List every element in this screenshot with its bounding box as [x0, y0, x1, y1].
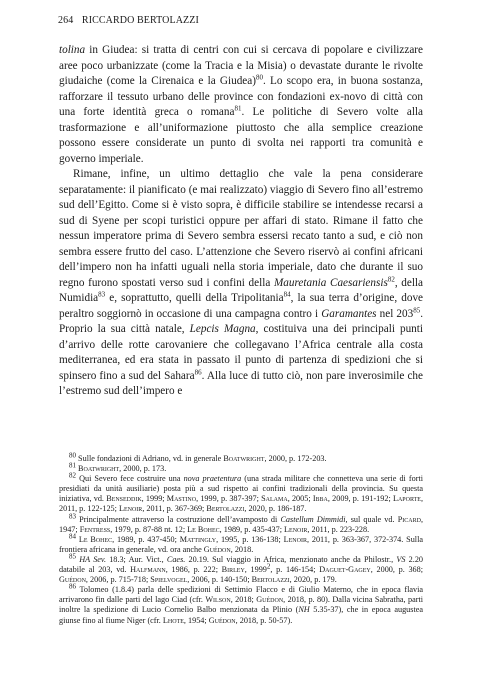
- text-run: Principalmente attraverso la costruzione dell’avamposto di: [76, 514, 281, 524]
- text-run: 2.20 databile al 203, vd.: [59, 554, 424, 575]
- paragraph: [59, 167, 423, 400]
- author-citation: Guédon: [203, 544, 231, 554]
- text-run: , 1999: [244, 565, 267, 575]
- footnote: [59, 552, 424, 585]
- footnote-ref: 86: [194, 367, 202, 376]
- text-run: , 1947;: [59, 514, 423, 534]
- text-run: Tolomeo (1.8.4) parla delle spedizioni di Settimio Flacco e di Giulio Materno, che in epoca flavia arrivarono fin dalle parti del lago Ciad (cfr.: [59, 585, 423, 605]
- author-citation: Ibba: [312, 494, 328, 504]
- author-citation: Bertolazzi: [206, 504, 245, 514]
- author-citation: Le Bohec: [187, 524, 220, 534]
- footnote: [59, 532, 423, 555]
- text-run: , 2005;: [287, 494, 313, 504]
- text-run: , 2018;: [230, 595, 257, 605]
- text-run: , costituiva una dei principali punti d’arrivo delle rotte carovaniere che collegavano l’Africa centrale alla costa mediterranea, ed era stata in passato il punto di partenza di spedizioni che si spinsero fino a sud del Sahara: [59, 323, 423, 382]
- text-run: , 2018, p. 50-57).: [235, 615, 293, 625]
- text-run: , 1999;: [141, 494, 167, 504]
- author-citation: Bertolazzi: [251, 575, 290, 585]
- footnote-ref: 82: [69, 471, 76, 480]
- footnote-ref: 82: [387, 274, 395, 283]
- text-run: , 2009, p. 191-192;: [327, 494, 393, 504]
- italic-text: Garamantes: [321, 307, 377, 320]
- text-run: in Giudea: si tratta di centri con cui si cercava di popolare e civilizzare aree poco urbanizzate (come la Tracia e la Misia) o devastate durante le rivolte giudaiche (come la Cirenaica e la Giudea): [59, 44, 423, 87]
- italic-text: NH: [298, 605, 310, 615]
- footnote-ref: 81: [69, 461, 76, 470]
- text-run: , 2011, p. 122-125;: [59, 494, 423, 514]
- text-run: Rimane, infine, un ultimo dettaglio che vale la pena considerare separatamente: il pianificato (e mai realizzato) viaggio di Severo fino all’estremo sud dell’Egitto. Come si è visto sopra, è difficile stabilire se intendesse recarsi a sud di Syene per scopi turistici oppure per affari di stato. Rimane il fatto che nessun imperatore prima di Severo sembra essersi recato tanto a sud, e ciò non sembra essere frutto del caso. L’attenzione che Severo riservò ai confini africani dell’impero non ha infatti uguali nella storia imperiale, dato che durante il suo regno furono spostati verso sud i confini della: [59, 168, 423, 289]
- author-citation: Benseddik: [106, 494, 142, 504]
- footnote: [59, 582, 424, 625]
- italic-text: Caes.: [166, 554, 186, 564]
- running-head-author: RICCARDO BERTOLAZZI: [81, 15, 199, 26]
- text-run: , 1979, p. 87-88 nt. 12;: [110, 524, 188, 534]
- author-citation: Mastino: [166, 494, 197, 504]
- text-run: . Alla luce di tutto ciò, non pare inverosimile che l’estremo sud dell’impero e: [59, 369, 423, 397]
- page-number: 264: [58, 15, 74, 26]
- footnote-ref: 80: [255, 73, 263, 82]
- italic-text: Lepcis Magna: [189, 323, 256, 335]
- footnote-ref: 83: [69, 511, 76, 520]
- author-citation: Spielvogel: [150, 575, 188, 585]
- text-run: , 2020, p. 179.: [289, 575, 337, 585]
- author-citation: Birley: [221, 565, 245, 575]
- italic-text: HA Sev.: [79, 554, 106, 564]
- footnote-ref: 84: [69, 532, 76, 541]
- italic-text: tolina: [59, 44, 86, 56]
- text-run: , 1995, p. 136-138;: [216, 534, 284, 544]
- author-citation: Lenoir: [283, 534, 307, 544]
- author-citation: Boatwright: [223, 454, 265, 463]
- text-run: Sulle fondazioni di Adriano, vd. in generale: [76, 454, 224, 463]
- text-run: , 2000, p. 173.: [119, 464, 167, 474]
- text-run: , 2011, p. 367-369;: [142, 504, 207, 514]
- text-run: . Lo scopo era, in buona sostanza, rafforzare il tessuto urbano delle province con fondazioni ex-novo di città con una forte identità greca o romana: [59, 75, 423, 118]
- text-run: , della Numidia: [59, 276, 423, 304]
- text-run: , sul quale vd.: [345, 514, 398, 524]
- author-citation: Halfmann: [130, 565, 166, 575]
- italic-text: Castellum Dimmidi: [280, 514, 346, 524]
- author-citation: Wilson: [205, 595, 231, 605]
- text-run: , 2018.: [230, 544, 254, 554]
- author-citation: Lhote: [162, 615, 184, 625]
- text-run: , 2006, p. 715-718;: [85, 575, 151, 585]
- text-run: . Le politiche di Severo volte alla trasformazione e all’uniformazione piuttosto che alla semplice creazione possono essere considerate un punto di svolta nei rapporti tra comunità e governo imperiale.: [59, 106, 423, 165]
- author-citation: Mattingly: [179, 534, 217, 544]
- footnote-ref: 80: [69, 451, 76, 460]
- text-run: , 1954;: [183, 615, 209, 625]
- footnote: [59, 471, 424, 514]
- footnote: [59, 511, 423, 535]
- footnote: [59, 461, 423, 474]
- footnote-ref: 2: [266, 562, 271, 571]
- text-run: 20.19. Sul viaggio in Africa, menzionato anche da Philostr.,: [185, 554, 397, 564]
- author-citation: Guédon: [59, 575, 86, 585]
- footnotes: [59, 451, 424, 626]
- footnote-ref: 85: [413, 305, 421, 314]
- author-citation: Guédon: [208, 615, 236, 625]
- text-run: nel 203: [376, 307, 414, 320]
- author-citation: Laporte: [392, 494, 421, 504]
- author-citation: Boatwright: [78, 464, 120, 474]
- footnote-ref: 85: [69, 552, 76, 561]
- text-run: . Proprio la sua città natale,: [59, 307, 424, 335]
- italic-text: nova praetentura: [183, 474, 242, 484]
- text-run: , 2011, p. 363-367, 372-374. Sulla frontiera africana in generale, vd. ora anche: [59, 534, 423, 554]
- text-run: 18.3; Aur. Vict.,: [106, 554, 167, 564]
- author-citation: Lenoir: [284, 524, 308, 534]
- text-run: , 1989, p. 437-450;: [112, 534, 180, 544]
- text-run: Qui Severo fece costruire una: [76, 474, 184, 484]
- text-run: , 2000, p. 172-203.: [264, 454, 327, 463]
- footnote: [59, 451, 423, 464]
- italic-text: Mauretania Caesariensis: [273, 276, 388, 289]
- text-run: , 1999, p. 387-397;: [196, 494, 262, 504]
- text-run: , 2006, p. 140-150;: [187, 575, 252, 585]
- paragraph: [59, 43, 423, 167]
- footnote-ref: 83: [98, 290, 106, 299]
- footnote-ref: 84: [283, 290, 291, 299]
- main-text: [59, 43, 423, 400]
- text-run: e, soprattutto, quelli della Tripolitania: [105, 292, 284, 304]
- text-run: , la sua terra d’origine, dove peraltro soggiornò in occasione di una campagna contro i: [59, 292, 423, 320]
- author-citation: Daguet-Gagey: [319, 565, 371, 575]
- author-citation: Salama: [261, 494, 288, 504]
- footnote-ref: 86: [69, 582, 76, 591]
- text-run: , 2018, p. 80). Dalla vicina Sabratha, parti inoltre la spedizione di Lucio Cornelio Balbo menzionata da Plinio (: [59, 595, 424, 615]
- footnote-ref: 81: [234, 104, 242, 113]
- text-run: 5.35-37), che in epoca augustea giunse fino al fiume Niger (cfr.: [59, 605, 423, 625]
- text-run: , 2011, p. 223-228.: [307, 524, 370, 534]
- text-run: , 1989, p. 435-437;: [219, 524, 285, 534]
- italic-text: VS: [396, 554, 406, 564]
- author-citation: Fentress: [79, 524, 111, 534]
- text-run: , 2020, p. 186-187.: [244, 504, 307, 514]
- text-run: , p. 146-154;: [270, 565, 320, 575]
- text-run: (una strada militare che connetteva una serie di forti presidiati da unità ausiliarie) posta più a sud rispetto ai confini tradizionali della provincia. Su questa iniziativa, vd.: [59, 474, 424, 504]
- text-run: , 2000, p. 368;: [370, 565, 423, 575]
- running-header: [58, 15, 199, 26]
- text-run: , 1986, p. 222;: [165, 565, 222, 575]
- author-citation: Lenoir: [118, 504, 143, 514]
- author-citation: Picard: [397, 514, 421, 524]
- author-citation: Le Bohec: [78, 534, 113, 544]
- author-citation: Guédon: [256, 595, 284, 605]
